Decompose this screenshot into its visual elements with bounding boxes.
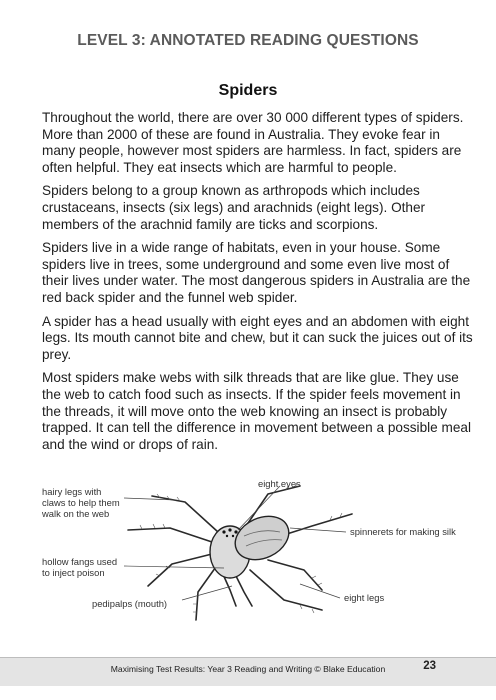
paragraph: Spiders live in a wide range of habitats, even in your house. Some spiders live in trees, some underground and some even live most of their lives under water. The most dangerous spiders in Australia are the red back spider and the funnel web spider. — [42, 240, 471, 305]
paragraph: Spiders belong to a group known as arthropods which includes crustaceans, insects (six legs) and arachnids (eight legs). Other members of the arachnid family are ticks and scorpions. — [42, 183, 426, 232]
article-body — [42, 110, 474, 460]
label-pedipalps: pedipalps (mouth) — [92, 598, 168, 609]
label-spinnerets: spinnerets for making silk — [350, 526, 456, 537]
label-eight-eyes: eight eyes — [258, 478, 301, 489]
paragraph: Throughout the world, there are over 30 000 different types of spiders. More than 2000 of these are found in Australia. They evoke fear in many people, however most spiders are harmless. In fact, spiders are often helpful. They eat insects which are harmful to people. — [42, 110, 464, 175]
label-hairy-legs: hairy legs with claws to help them walk on the web — [42, 486, 120, 519]
paragraph: A spider has a head usually with eight eyes and an abdomen with eight legs. Its mouth cannot bite and chew, but it can suck the juices out of its prey. — [42, 313, 473, 362]
article-title: Spiders — [218, 82, 278, 99]
page-header: LEVEL 3: ANNOTATED READING QUESTIONS — [77, 32, 419, 49]
footer-credit: Maximising Test Results: Year 3 Reading and Writing © Blake Education — [110, 664, 386, 674]
label-eight-legs: eight legs — [344, 592, 385, 603]
label-hollow-fangs: hollow fangs used to inject poison — [42, 556, 118, 578]
spider-diagram — [0, 460, 496, 660]
paragraph: Most spiders make webs with silk threads that are like glue. They use the web to catch food such as insects. If the spider feels movement in the threads, it will move onto the web knowing an insect is probably trapped. It can tell the difference in movement between a possible meal and the wind or drops of rain. — [42, 370, 471, 452]
page-number: 23 — [423, 660, 436, 672]
